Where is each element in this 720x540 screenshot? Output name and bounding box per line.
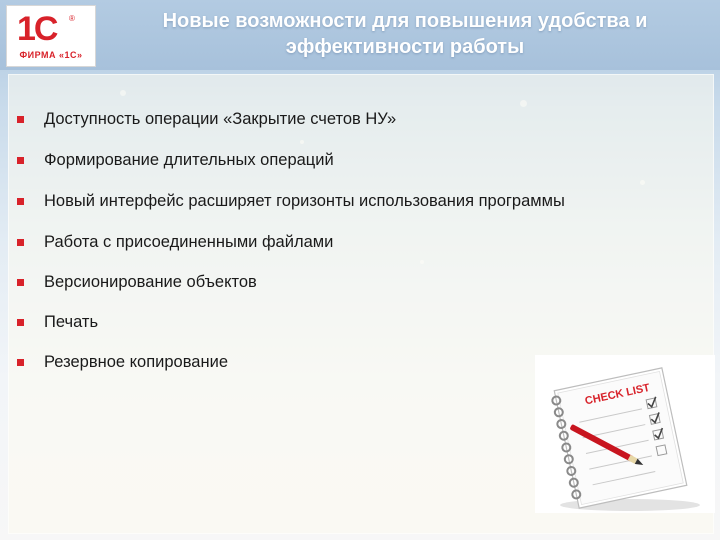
slide-header	[0, 0, 720, 70]
slide-title-line-1: Новые возможности для повышения удобства и	[162, 10, 648, 32]
bullet-square-icon	[17, 239, 24, 246]
logo-subtitle: ФИРМА «1С»	[19, 50, 83, 60]
bullet-square-icon	[17, 157, 24, 164]
logo-1c	[6, 5, 96, 67]
logo-mark: 1C	[17, 10, 57, 48]
checklist-notebook-icon	[535, 355, 715, 513]
bullet-text: Работа с присоединенными файлами	[44, 233, 334, 251]
bullet-square-icon	[17, 359, 24, 366]
bullet-text: Печать	[44, 313, 99, 331]
slide-title-line-2: эффективности работы	[285, 36, 525, 58]
svg-text:CHECK LIST: CHECK LIST	[583, 381, 651, 408]
bullet-square-icon	[17, 116, 24, 123]
bullet-text: Доступность операции «Закрытие счетов НУ»	[44, 110, 397, 128]
bullet-text: Новый интерфейс расширяет горизонты использования программы	[44, 192, 565, 210]
slide-title	[100, 8, 710, 60]
bullet-square-icon	[17, 319, 24, 326]
bullet-text: Версионирование объектов	[44, 273, 257, 291]
registered-mark: ®	[69, 14, 75, 23]
bullet-square-icon	[17, 279, 24, 286]
bullet-square-icon	[17, 198, 24, 205]
bullet-text: Резервное копирование	[44, 353, 228, 371]
bullet-text: Формирование длительных операций	[44, 151, 334, 169]
